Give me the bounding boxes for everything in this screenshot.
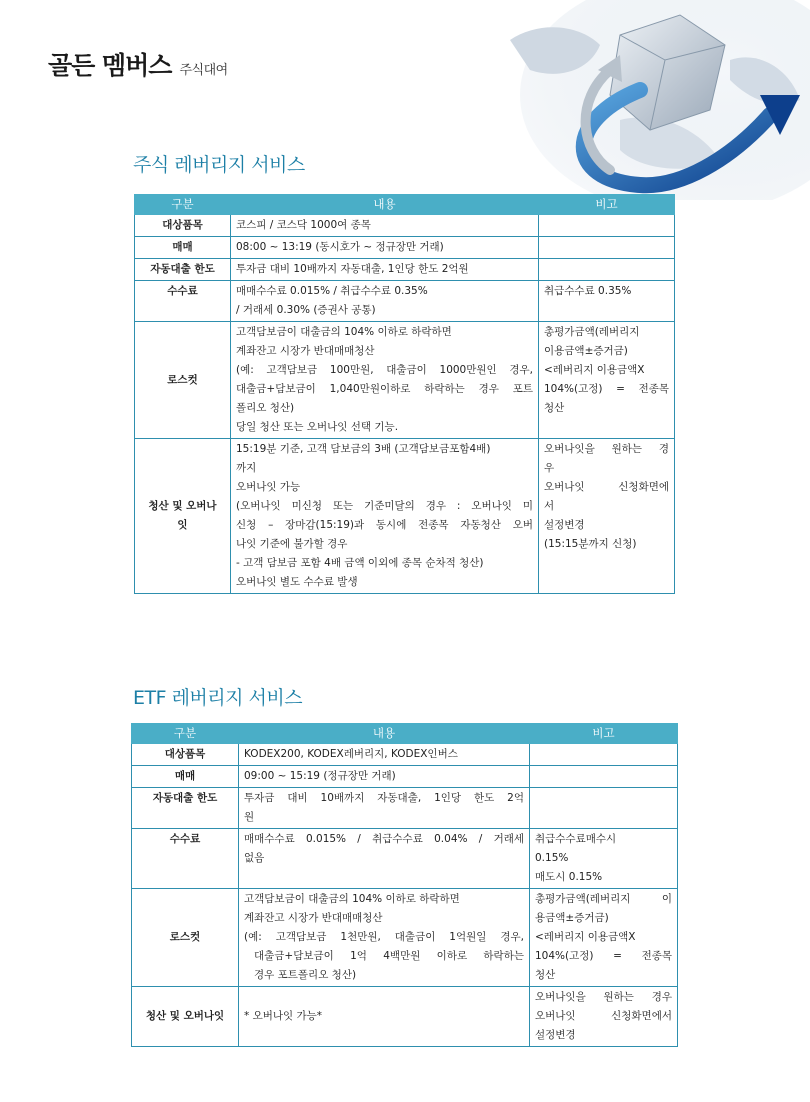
page-title bbox=[48, 46, 228, 82]
table-row bbox=[132, 744, 678, 766]
text-line: 없음 bbox=[244, 852, 265, 864]
table-row bbox=[135, 237, 675, 259]
table-row bbox=[135, 259, 675, 281]
text-line: 매매수수료 0.015% / 취급수수료 0.35% bbox=[236, 285, 428, 297]
text-line: 폴리오 청산) bbox=[236, 402, 295, 414]
row-content bbox=[231, 322, 539, 439]
text-line: 용금액±증거금) bbox=[535, 912, 609, 924]
text-line: - 고객 담보금 포함 4배 금액 이외에 종목 순차적 청산) bbox=[236, 557, 484, 569]
text-line: 신청 – 장마감(15:19)과 동시에 전종목 자동청산 오버 bbox=[236, 519, 533, 531]
text-line: 우 bbox=[544, 462, 555, 474]
row-label: 대상품목 bbox=[132, 744, 239, 766]
text-line: 취급수수료매수시 bbox=[535, 833, 617, 845]
globe-arrow-illustration bbox=[470, 0, 810, 200]
text-line: 대출금+담보금이 1,040만원이하로 하락하는 경우 포트 bbox=[236, 383, 533, 395]
row-note bbox=[530, 987, 678, 1047]
row-label: 대상품목 bbox=[135, 215, 231, 237]
text-line: 청산 및 오버나 bbox=[148, 500, 217, 512]
column-header: 구분 bbox=[132, 724, 239, 744]
row-note bbox=[530, 744, 678, 766]
text-line: <레버리지 이용금액X bbox=[535, 931, 636, 943]
row-label: 자동대출 한도 bbox=[135, 259, 231, 281]
row-note bbox=[530, 766, 678, 788]
table-row bbox=[132, 766, 678, 788]
text-line: 매도시 0.15% bbox=[535, 871, 603, 883]
text-line: 코스피 / 코스닥 1000여 종목 bbox=[236, 219, 371, 231]
text-line: 투자금 대비 10배까지 자동대출, 1인당 한도 2억원 bbox=[236, 263, 469, 275]
text-line: 서 bbox=[544, 500, 555, 512]
text-line: (오버나잇 미신청 또는 기준미달의 경우 : 오버나잇 미 bbox=[236, 500, 533, 512]
column-header: 내용 bbox=[239, 724, 530, 744]
text-line: 원 bbox=[244, 811, 255, 823]
row-content bbox=[239, 788, 530, 829]
text-line: 오버나잇 가능 bbox=[236, 481, 301, 493]
table-row bbox=[135, 322, 675, 439]
text-line: 고객담보금이 대출금의 104% 이하로 하락하면 bbox=[236, 326, 452, 338]
table-header-row bbox=[132, 724, 678, 744]
row-label: 로스컷 bbox=[135, 322, 231, 439]
page-title-main: 골든 멤버스 bbox=[48, 51, 172, 80]
text-line: 총평가금액(레버리지 bbox=[544, 326, 640, 338]
table-header-row bbox=[135, 195, 675, 215]
row-note bbox=[539, 237, 675, 259]
row-note bbox=[539, 439, 675, 594]
row-content bbox=[231, 259, 539, 281]
row-label: 수수료 bbox=[132, 829, 239, 889]
table-row bbox=[132, 889, 678, 987]
text-line: 당일 청산 또는 오버나잇 선택 기능. bbox=[236, 421, 399, 433]
table-row bbox=[132, 987, 678, 1047]
row-content bbox=[239, 889, 530, 987]
text-line: 08:00 ~ 13:19 (동시호가 ~ 정규장만 거래) bbox=[236, 241, 444, 253]
row-note bbox=[530, 788, 678, 829]
text-line: / 거래세 0.30% (증권사 공통) bbox=[236, 304, 376, 316]
text-line: 계좌잔고 시장가 반대매매청산 bbox=[236, 345, 375, 357]
column-header: 비고 bbox=[539, 195, 675, 215]
stock-leverage-table bbox=[134, 194, 675, 594]
text-line: 경우 포트폴리오 청산) bbox=[254, 969, 357, 981]
row-label bbox=[135, 439, 231, 594]
row-label: 자동대출 한도 bbox=[132, 788, 239, 829]
row-content bbox=[231, 237, 539, 259]
text-line: 오버나잇을 원하는 경 bbox=[544, 443, 669, 455]
text-line: 104%(고정) = 전종목 bbox=[535, 950, 672, 962]
text-line: 오버나잇 신청화면에 bbox=[544, 481, 669, 493]
text-line: 청산 bbox=[544, 402, 565, 414]
row-content bbox=[231, 439, 539, 594]
table-row bbox=[135, 439, 675, 594]
row-content bbox=[239, 987, 530, 1047]
row-content bbox=[239, 766, 530, 788]
table-row bbox=[135, 215, 675, 237]
page-title-sub: 주식대여 bbox=[179, 63, 228, 78]
text-line: * 오버나잇 가능* bbox=[244, 1010, 323, 1022]
row-label: 수수료 bbox=[135, 281, 231, 322]
row-note bbox=[530, 889, 678, 987]
row-note bbox=[539, 281, 675, 322]
text-line: 대출금+담보금이 1억 4백만원 이하로 하락하는 bbox=[254, 950, 524, 962]
row-note bbox=[530, 829, 678, 889]
text-line: <레버리지 이용금액X bbox=[544, 364, 645, 376]
column-header: 비고 bbox=[530, 724, 678, 744]
row-note bbox=[539, 259, 675, 281]
row-label: 로스컷 bbox=[132, 889, 239, 987]
column-header: 구분 bbox=[135, 195, 231, 215]
text-line: 104%(고정) = 전종목 bbox=[544, 383, 669, 395]
text-line: 설정변경 bbox=[544, 519, 585, 531]
text-line: 까지 bbox=[236, 462, 257, 474]
text-line: 오버나잇 신청화면에서 bbox=[535, 1010, 672, 1022]
row-content bbox=[239, 744, 530, 766]
column-header: 내용 bbox=[231, 195, 539, 215]
row-note bbox=[539, 322, 675, 439]
table-row bbox=[132, 788, 678, 829]
etf-leverage-table bbox=[131, 723, 678, 1047]
row-label: 매매 bbox=[132, 766, 239, 788]
text-line: 잇 bbox=[177, 519, 188, 531]
text-line: KODEX200, KODEX레버리지, KODEX인버스 bbox=[244, 748, 458, 760]
text-line: 총평가금액(레버리지 이 bbox=[535, 893, 672, 905]
text-line: 15:19분 기준, 고객 담보금의 3배 (고객담보금포함4배) bbox=[236, 443, 491, 455]
text-line: 나잇 기준에 불가할 경우 bbox=[236, 538, 348, 550]
text-line: 고객담보금이 대출금의 104% 이하로 하락하면 bbox=[244, 893, 460, 905]
text-line: (예: 고객담보금 1천만원, 대출금이 1억원일 경우, bbox=[244, 931, 524, 943]
text-line: 오버나잇을 원하는 경우 bbox=[535, 991, 672, 1003]
text-line: 이용금액±증거금) bbox=[544, 345, 628, 357]
text-line: 오버나잇 별도 수수료 발생 bbox=[236, 576, 358, 588]
text-line: (15:15분까지 신청) bbox=[544, 538, 637, 550]
text-line: (예: 고객담보금 100만원, 대출금이 1000만원인 경우, bbox=[236, 364, 533, 376]
row-label: 매매 bbox=[135, 237, 231, 259]
text-line: 설정변경 bbox=[535, 1029, 576, 1041]
row-content bbox=[231, 281, 539, 322]
table-row bbox=[135, 281, 675, 322]
text-line: 청산 bbox=[535, 969, 556, 981]
text-line: 투자금 대비 10배까지 자동대출, 1인당 한도 2억 bbox=[244, 792, 524, 804]
text-line: 취급수수료 0.35% bbox=[544, 285, 632, 297]
row-note bbox=[539, 215, 675, 237]
text-line: 계좌잔고 시장가 반대매매청산 bbox=[244, 912, 383, 924]
row-content bbox=[231, 215, 539, 237]
section-title-stock-leverage: 주식 레버리지 서비스 bbox=[133, 154, 305, 176]
text-line: 0.15% bbox=[535, 852, 569, 864]
section-title-etf-leverage: ETF 레버리지 서비스 bbox=[133, 687, 303, 709]
row-content bbox=[239, 829, 530, 889]
row-label: 청산 및 오버나잇 bbox=[132, 987, 239, 1047]
text-line: 매매수수료 0.015% / 취급수수료 0.04% / 거래세 bbox=[244, 833, 524, 845]
text-line: 09:00 ~ 15:19 (정규장만 거래) bbox=[244, 770, 396, 782]
table-row bbox=[132, 829, 678, 889]
